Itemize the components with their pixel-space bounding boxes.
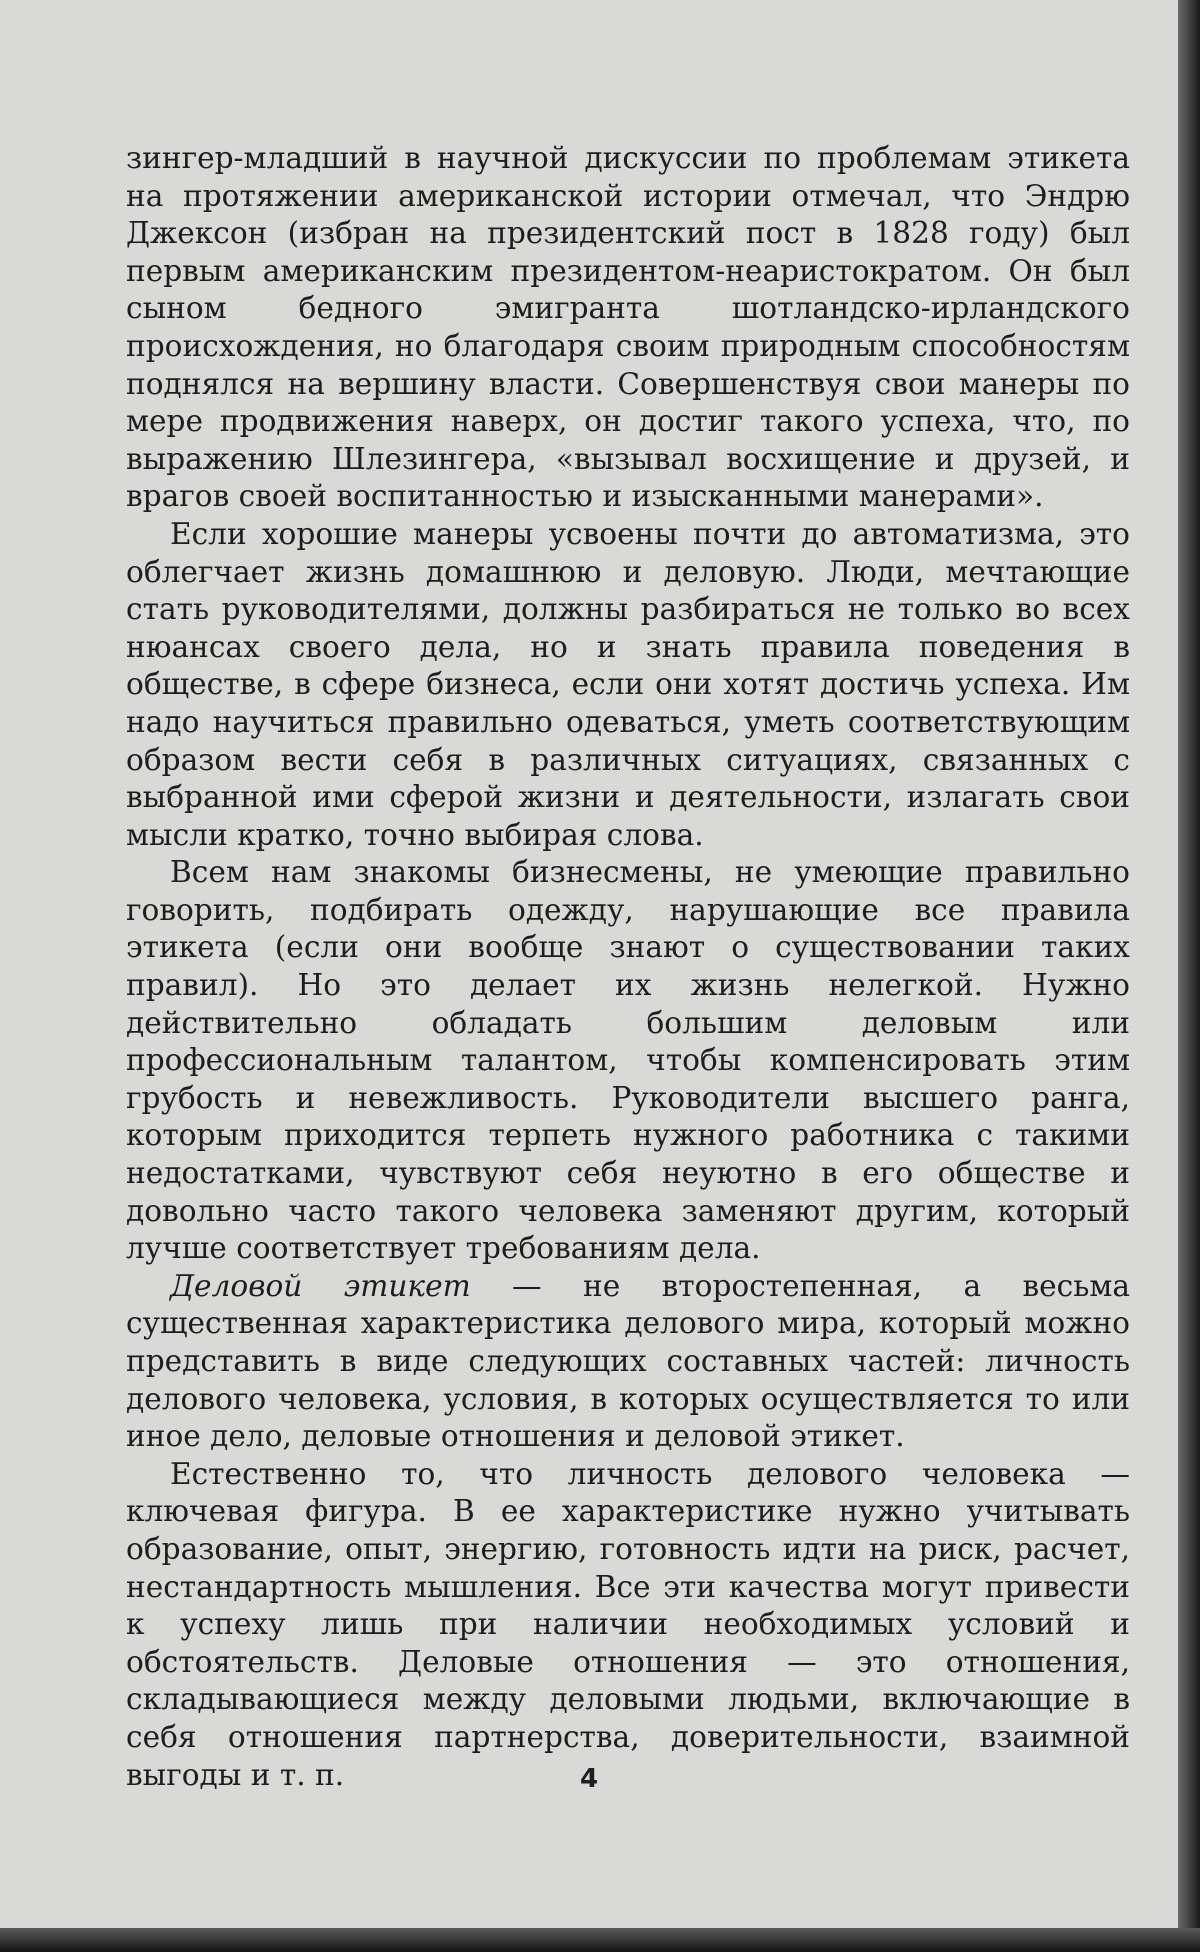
paragraph-1: зингер-младший в научной дискуссии по проблемам этикета на протяжении американской истории отмечал, что Эндрю Джексон (избран на президентский пост в 1828 году) был первым американским президентом-неаристократом. Он был сыном бедного эмигранта шотландско-ирландского происхождения, но благодаря своим природным способностям поднялся на вершину власти. Совершенствуя свои манеры по мере продвижения наверх, он достиг такого успеха, что, по выражению Шлезингера, «вызывал восхищение и друзей, и врагов своей воспитанностью и изысканными манерами». [126,141,1130,514]
paragraph-5: Естественно то, что личность делового человека — ключевая фигура. В ее характеристике нужно учитывать образование, опыт, энергию, готовность идти на риск, расчет, нестандартность мышления. Все эти качества могут привести к успеху лишь при наличии необходимых условий и обстоятельств. Деловые отношения — это отношения, складывающиеся между деловыми людьми, включающие в себя отношения партнерства, доверительности, взаимной выгоды и т. п. [126,1456,1130,1792]
page-edge-shadow-bottom [0,1928,1200,1952]
paragraph-3: Всем нам знакомы бизнесмены, не умеющие правильно говорить, подбирать одежду, нарушающие все правила этикета (если они вообще знают о существовании таких правил). Но это делает их жизнь нелегкой. Нужно действительно обладать большим деловым или профессиональным талантом, чтобы компенсировать этим грубость и невежливость. Руководители высшего ранга, которым приходится терпеть нужного работника с такими недостатками, чувствуют себя неуютно в его обществе и довольно часто такого человека заменяют другим, который лучше соответствует требованиям дела. [126,855,1130,1266]
paragraph-4 [126,1268,1130,1456]
paragraph-4-text: — не второстепенная, а весьма существенная характеристика делового мира, который можно представить в виде следующих составных частей: личность делового человека, условия, в которых осуществляется то или иное дело, деловые отношения и деловой этикет. [126,1268,1130,1454]
paragraph-2: Если хорошие манеры усвоены почти до автоматизма, это облегчает жизнь домашнюю и деловую. Люди, мечтающие стать руководителями, должны разбираться не только во всех нюансах своего дела, но и знать правила поведения в обществе, в сфере бизнеса, если они хотят достичь успеха. Им надо научиться правильно одеваться, уметь соответствующим образом вести себя в различных ситуациях, связанных с выбранной ими сферой жизни и деятельности, излагать свои мысли кратко, точно выбирая слова. [126,516,1130,852]
page-edge-shadow-right [1178,0,1200,1952]
page-number: 4 [579,1764,599,1794]
body-text [126,140,1130,1794]
term-business-etiquette: Деловой этикет [170,1268,471,1303]
